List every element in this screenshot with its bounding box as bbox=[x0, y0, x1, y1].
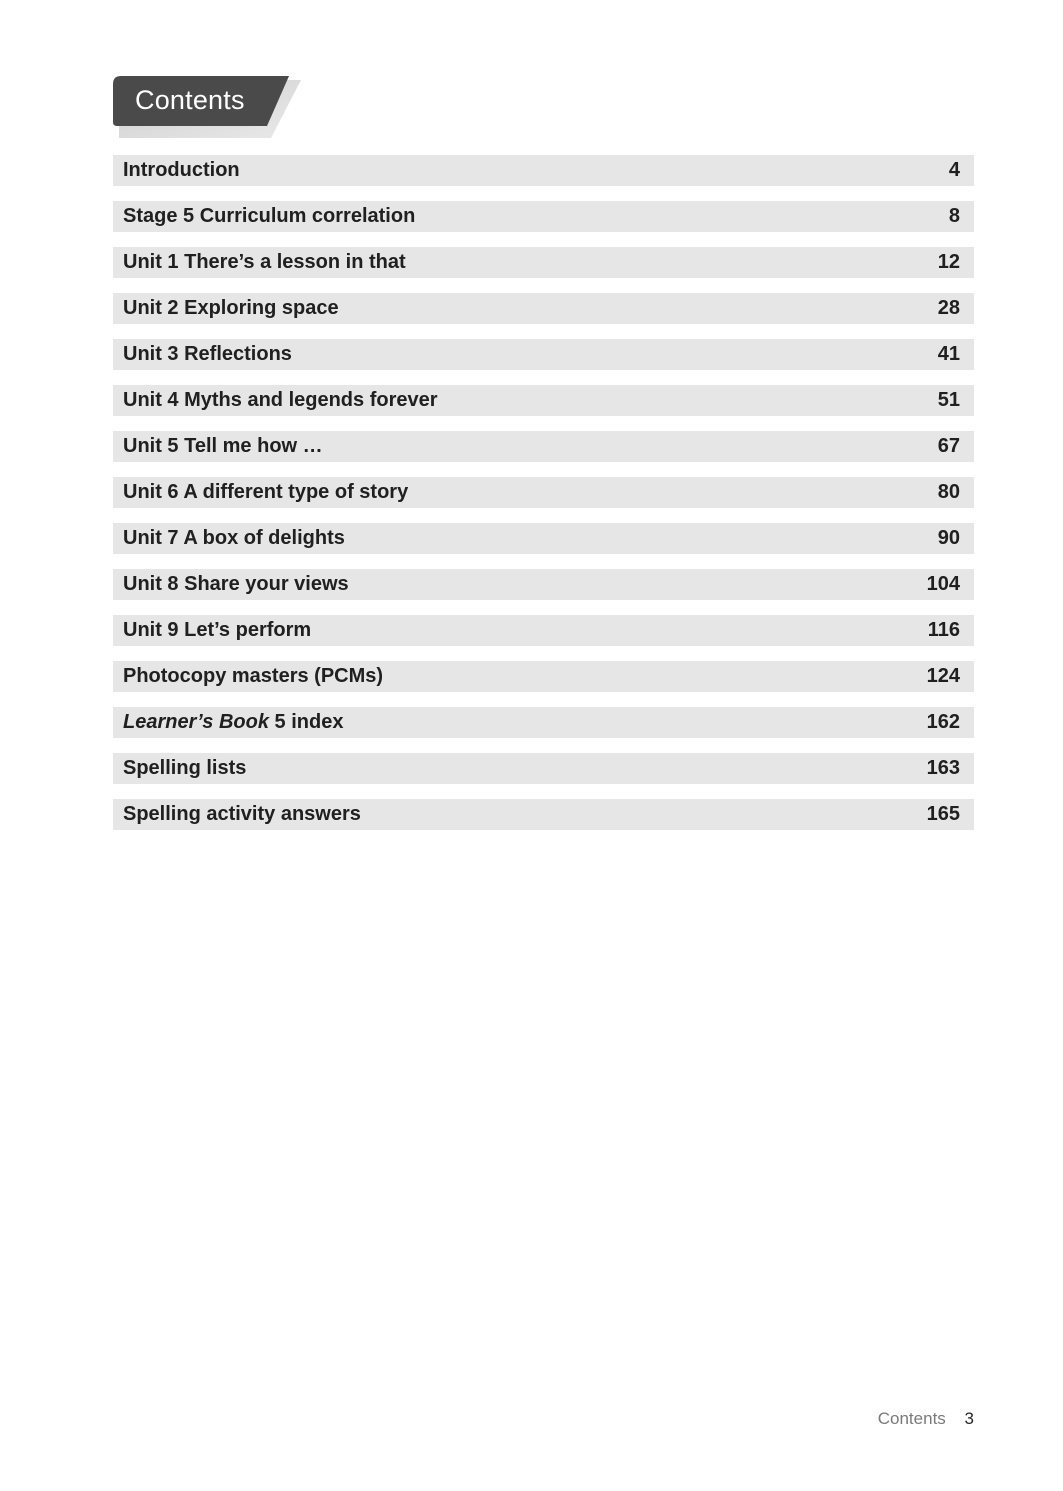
toc-entry-title: Unit 2 Exploring space bbox=[123, 297, 339, 319]
toc-entry[interactable] bbox=[113, 661, 974, 692]
toc-entry-title: Unit 7 A box of delights bbox=[123, 527, 345, 549]
toc-entry[interactable] bbox=[113, 615, 974, 646]
toc-entry[interactable] bbox=[113, 201, 974, 232]
toc-entry[interactable] bbox=[113, 707, 974, 738]
toc-entry-title bbox=[123, 711, 343, 734]
toc-entry-page: 124 bbox=[926, 665, 960, 687]
toc-entry[interactable] bbox=[113, 385, 974, 416]
toc-entry-title: Unit 8 Share your views bbox=[123, 573, 349, 595]
toc-entry-title: Unit 4 Myths and legends forever bbox=[123, 389, 438, 411]
toc-entry-page: 41 bbox=[937, 343, 960, 365]
toc-entry[interactable] bbox=[113, 753, 974, 784]
toc-entry-page: 165 bbox=[926, 803, 960, 825]
toc-entry-title-rest: 5 index bbox=[269, 711, 344, 733]
toc-entry-page: 116 bbox=[927, 619, 960, 641]
toc-entry[interactable] bbox=[113, 431, 974, 462]
toc-entry[interactable] bbox=[113, 569, 974, 600]
toc-entry-page: 12 bbox=[937, 251, 960, 273]
toc-entry-page: 8 bbox=[948, 205, 960, 227]
contents-heading-tab bbox=[113, 76, 303, 138]
toc-entry[interactable] bbox=[113, 293, 974, 324]
toc-entry-title: Spelling activity answers bbox=[123, 803, 361, 825]
toc-entry[interactable] bbox=[113, 799, 974, 830]
toc-entry-page: 28 bbox=[937, 297, 960, 319]
toc-entry[interactable] bbox=[113, 523, 974, 554]
toc-entry[interactable] bbox=[113, 339, 974, 370]
toc-entry-title-italic: Learner’s Book bbox=[123, 711, 269, 733]
toc-entry-title: Stage 5 Curriculum correlation bbox=[123, 205, 416, 227]
toc-entry-page: 67 bbox=[937, 435, 960, 457]
toc-entry[interactable] bbox=[113, 155, 974, 186]
footer-page-number: 3 bbox=[964, 1409, 974, 1428]
toc-entry-title: Photocopy masters (PCMs) bbox=[123, 665, 384, 687]
toc-entry-page: 4 bbox=[948, 159, 960, 181]
toc-entry-title: Unit 1 There’s a lesson in that bbox=[123, 251, 406, 273]
toc-entry-title: Unit 5 Tell me how … bbox=[123, 435, 323, 457]
table-of-contents bbox=[113, 155, 974, 845]
toc-entry-page: 90 bbox=[937, 527, 960, 549]
footer-section-label: Contents bbox=[877, 1409, 946, 1428]
toc-entry-page: 162 bbox=[926, 711, 960, 733]
toc-entry-page: 80 bbox=[937, 481, 960, 503]
toc-entry-page: 51 bbox=[937, 389, 960, 411]
toc-entry-title: Unit 3 Reflections bbox=[123, 343, 292, 365]
toc-entry-title: Spelling lists bbox=[123, 757, 247, 779]
page-footer bbox=[878, 1409, 974, 1429]
toc-entry-title: Unit 9 Let’s perform bbox=[123, 619, 312, 641]
toc-entry[interactable] bbox=[113, 247, 974, 278]
toc-entry-page: 163 bbox=[926, 757, 960, 779]
toc-entry-page: 104 bbox=[926, 573, 960, 595]
toc-entry-title: Unit 6 A different type of story bbox=[123, 481, 409, 503]
page-title: Contents bbox=[135, 85, 245, 115]
toc-entry[interactable] bbox=[113, 477, 974, 508]
toc-entry-title: Introduction bbox=[123, 159, 240, 181]
